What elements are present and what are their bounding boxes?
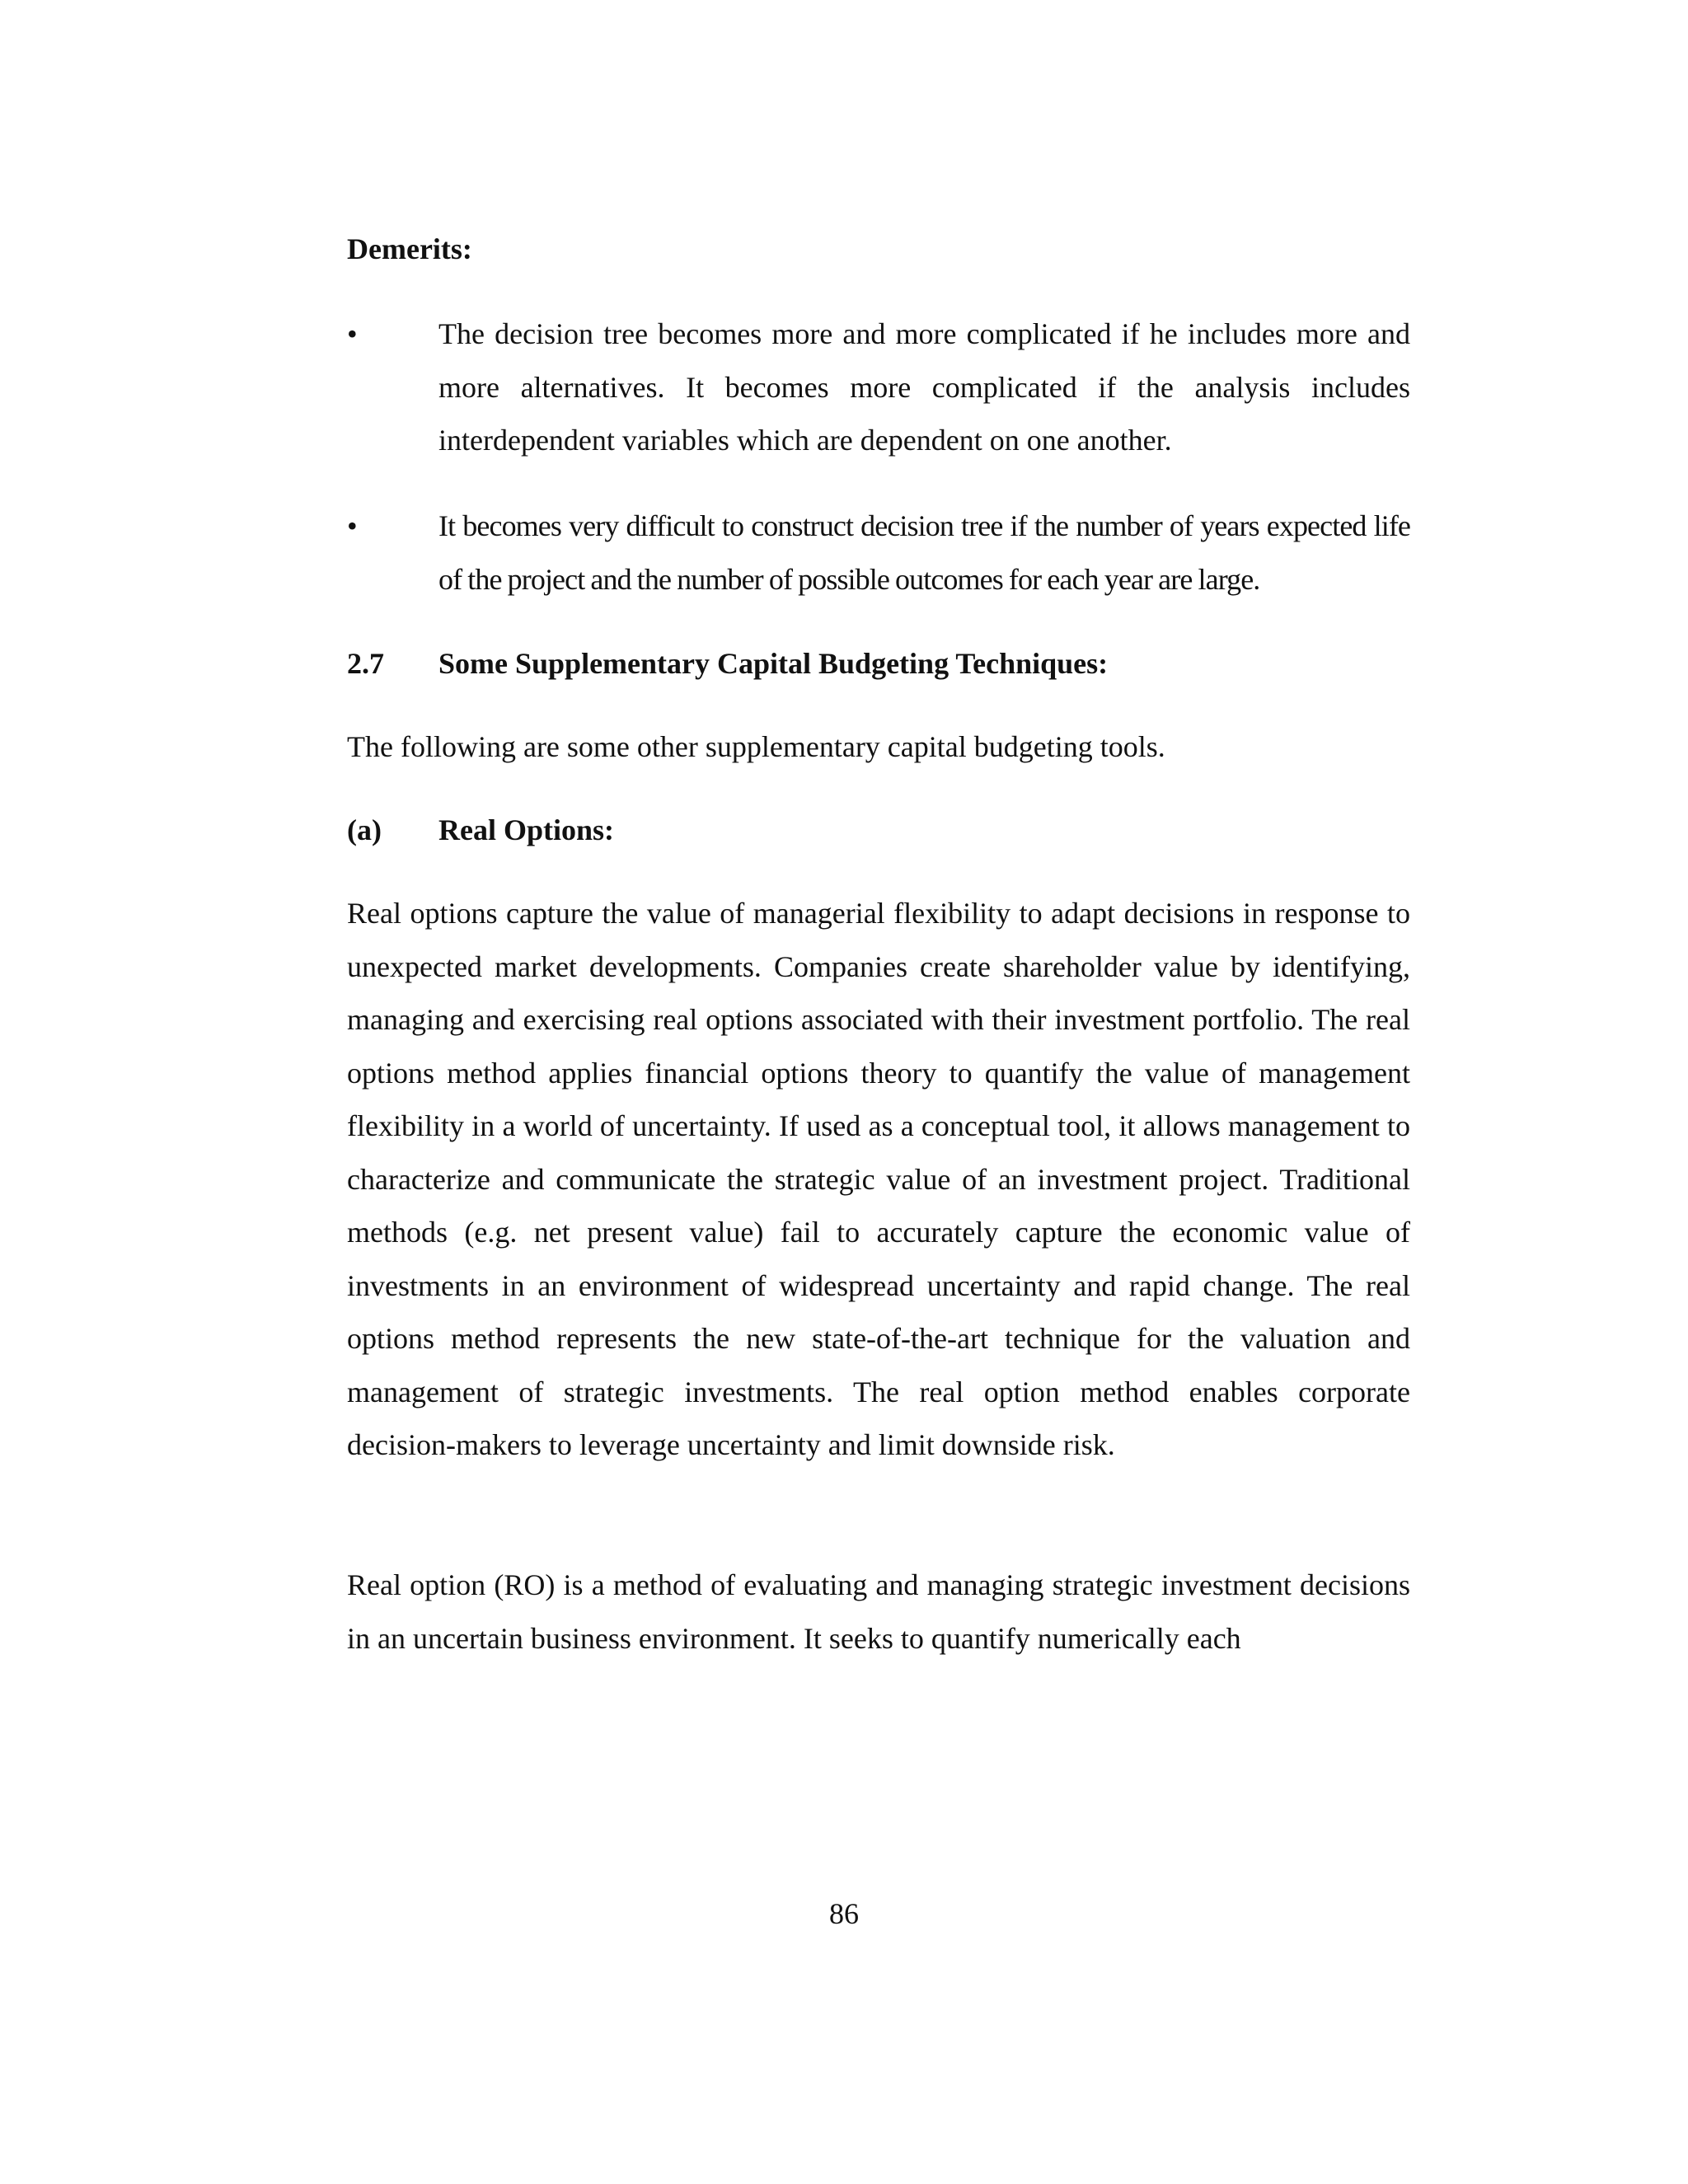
demerit-item-1-text: The decision tree becomes more and more complicated if he includes more and more alternatives. It becomes more complicated if the analysis includes interdependent variables which are dependent on one another. (438, 317, 1410, 457)
demerit-item-2-text: It becomes very difficult to construct decision tree if the number of years expected life of the project and the number of possible outcomes for each year are large. (438, 509, 1410, 596)
bullet-icon: • (347, 317, 358, 350)
page-number: 86 (829, 1897, 859, 1930)
subsection-heading (347, 804, 614, 857)
real-options-paragraph-2: Real option (RO) is a method of evaluating and managing strategic investment decisions in an uncertain business environment. It seeks to quantify numerically each (347, 1568, 1410, 1655)
demerits-heading: Demerits: (347, 232, 472, 265)
subsection-label: (a) (347, 813, 382, 846)
subsection-title: Real Options: (438, 813, 615, 846)
section-title: Some Supplementary Capital Budgeting Techniques: (438, 647, 1109, 680)
real-options-paragraph-1: Real options capture the value of managerial flexibility to adapt decisions in response to unexpected market developments. Companies create shareholder value by identifying, managing and exercising real options associated with their investment portfolio. The real options method applies financial options theory to quantify the value of management flexibility in a world of uncertainty. If used as a conceptual tool, it allows management to characterize and communicate the strategic value of an investment project. Traditional methods (e.g. net present value) fail to accurately capture the economic value of investments in an environment of widespread uncertainty and rapid change. The real options method represents the new state-of-the-art technique for the valuation and management of strategic investments. The real option method enables corporate decision-makers to leverage uncertainty and limit downside risk. (347, 897, 1410, 1461)
section-number: 2.7 (347, 647, 384, 680)
demerit-item-1 (347, 307, 1410, 467)
demerit-item-2 (347, 499, 1410, 606)
section-heading (347, 637, 1108, 691)
bullet-icon: • (347, 509, 358, 542)
section-intro: The following are some other supplementary capital budgeting tools. (347, 730, 1165, 763)
